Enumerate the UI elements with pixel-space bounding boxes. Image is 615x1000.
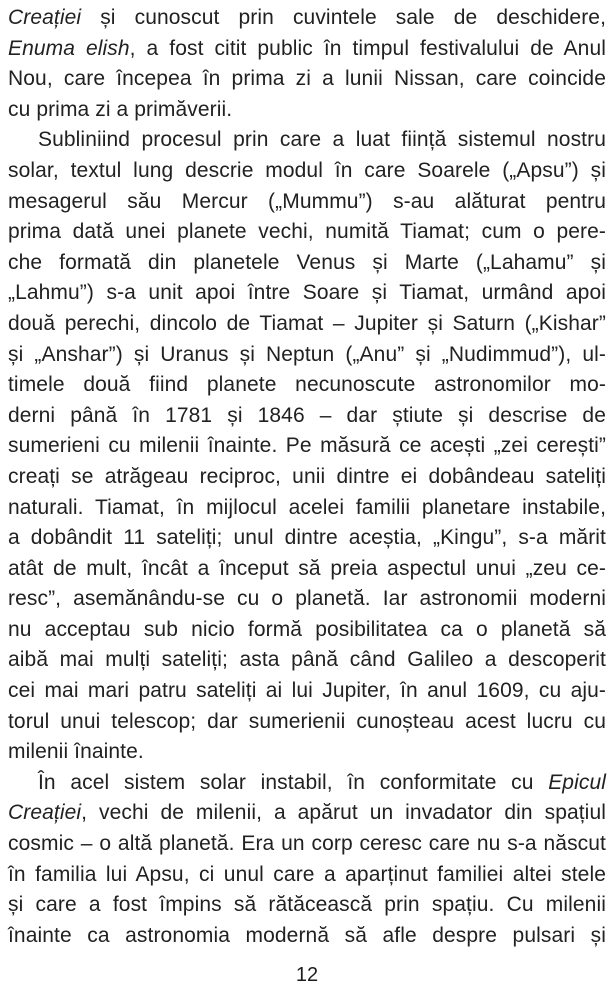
- text-line: [8, 156, 606, 187]
- italic-text-run: Enuma elish: [8, 36, 130, 60]
- text-run: și „Anshar”) și Uranus și Neptun („Anu” și „Nudimmud”), ul-: [8, 342, 606, 366]
- italic-text-run: Creației: [8, 6, 82, 29]
- text-line: [8, 217, 606, 248]
- text-run: „Lahmu”) s-a unit apoi între Soare și Tiamat, urmând apoi: [8, 281, 606, 305]
- text-run: două perechi, dincolo de Tiamat – Jupiter și Saturn („Kishar”: [8, 311, 606, 335]
- text-line: [8, 584, 606, 615]
- text-run: torul unui telescop; dar sumerienii cunoșteau acest lucru cu: [8, 709, 606, 733]
- text-run: milenii înainte.: [8, 740, 144, 764]
- paragraph: [8, 3, 606, 125]
- text-run: înainte ca astronomia modernă să afle despre pulsari și: [8, 923, 606, 947]
- text-line: [8, 125, 606, 156]
- text-run: cu prima zi a primăverii.: [8, 97, 233, 121]
- text-run: în familia lui Apsu, ci unul care a aparținut familiei altei stele: [8, 862, 606, 886]
- text-run: În acel sistem solar instabil, în conformitate cu: [38, 770, 549, 794]
- text-line: [8, 921, 606, 952]
- text-run: a dobândit 11 sateliți; unul dintre aceștia, „Kingu”, s-a mărit: [8, 526, 606, 550]
- text-run: atât de mult, încât a început să preia aspectul unui „zeu ce-: [8, 556, 606, 580]
- text-run: creați se atrăgeau reciproc, unii dintre ei dobândeau sateliți: [8, 464, 606, 488]
- paragraph: [8, 768, 606, 952]
- text-line: [8, 34, 606, 65]
- text-run: , a fost citit public în timpul festivalului de Anul: [129, 36, 606, 60]
- text-run: resc”, asemănându-se cu o planetă. Iar astronomii moderni: [8, 587, 606, 611]
- text-line: [8, 64, 606, 95]
- text-line: [8, 707, 606, 738]
- text-run: prima dată unei planete vechi, numită Tiamat; cum o pere-: [8, 220, 606, 244]
- text-line: [8, 95, 606, 126]
- paragraph: [8, 125, 606, 767]
- text-line: [8, 829, 606, 860]
- text-line: [8, 493, 606, 524]
- text-line: [8, 890, 606, 921]
- text-line: [8, 798, 606, 829]
- text-line: [8, 248, 606, 279]
- text-run: naturali. Tiamat, în mijlocul acelei familii planetare instabile,: [8, 495, 606, 519]
- text-run: sumerieni cu milenii înainte. Pe măsură ce acești „zei cerești”: [8, 434, 606, 458]
- text-run: che formată din planetele Venus și Marte („Lahamu” și: [8, 250, 606, 274]
- text-run: cei mai mari patru sateliți ai lui Jupiter, în anul 1609, cu aju-: [8, 679, 606, 703]
- text-run: nu acceptau sub nicio formă posibilitatea ca o planetă să: [8, 617, 606, 641]
- text-run: cosmic – o altă planetă. Era un corp ceresc care nu s-a născut: [8, 832, 606, 856]
- text-line: [8, 523, 606, 554]
- text-run: și care a fost împins să rătăcească prin spațiu. Cu milenii: [8, 893, 606, 917]
- text-block: [8, 3, 606, 951]
- text-run: , vechi de milenii, a apărut un invadator din spațiul: [81, 801, 606, 825]
- text-line: [8, 431, 606, 462]
- text-line: [8, 340, 606, 371]
- italic-text-run: Epicul: [548, 770, 606, 794]
- text-line: [8, 554, 606, 585]
- text-run: derni până în 1781 și 1846 – dar știute și descrise de: [8, 403, 606, 427]
- text-run: Subliniind procesul prin care a luat ființă sistemul nostru: [38, 128, 606, 152]
- text-line: [8, 401, 606, 432]
- text-line: [8, 3, 606, 34]
- text-line: [8, 370, 606, 401]
- text-line: [8, 462, 606, 493]
- text-run: timele două fiind planete necunoscute astronomilor mo-: [8, 373, 606, 397]
- text-run: Nou, care începea în prima zi a lunii Nissan, care coincide: [8, 67, 606, 91]
- text-line: [8, 309, 606, 340]
- text-line: [8, 768, 606, 799]
- text-line: [8, 187, 606, 218]
- text-line: [8, 278, 606, 309]
- text-run: solar, textul lung descrie modul în care Soarele („Apsu”) și: [8, 158, 606, 182]
- text-line: [8, 645, 606, 676]
- text-run: mesagerul său Mercur („Mummu”) s-au alăturat pentru: [8, 189, 606, 213]
- text-run: aibă mai mulți sateliți; asta până când Galileo a descoperit: [8, 648, 606, 672]
- page-number: 12: [295, 964, 319, 987]
- italic-text-run: Creației: [8, 801, 82, 825]
- text-line: [8, 615, 606, 646]
- text-line: [8, 676, 606, 707]
- text-line: [8, 737, 606, 768]
- text-line: [8, 860, 606, 891]
- text-run: și cunoscut prin cuvintele sale de deschidere,: [81, 6, 606, 29]
